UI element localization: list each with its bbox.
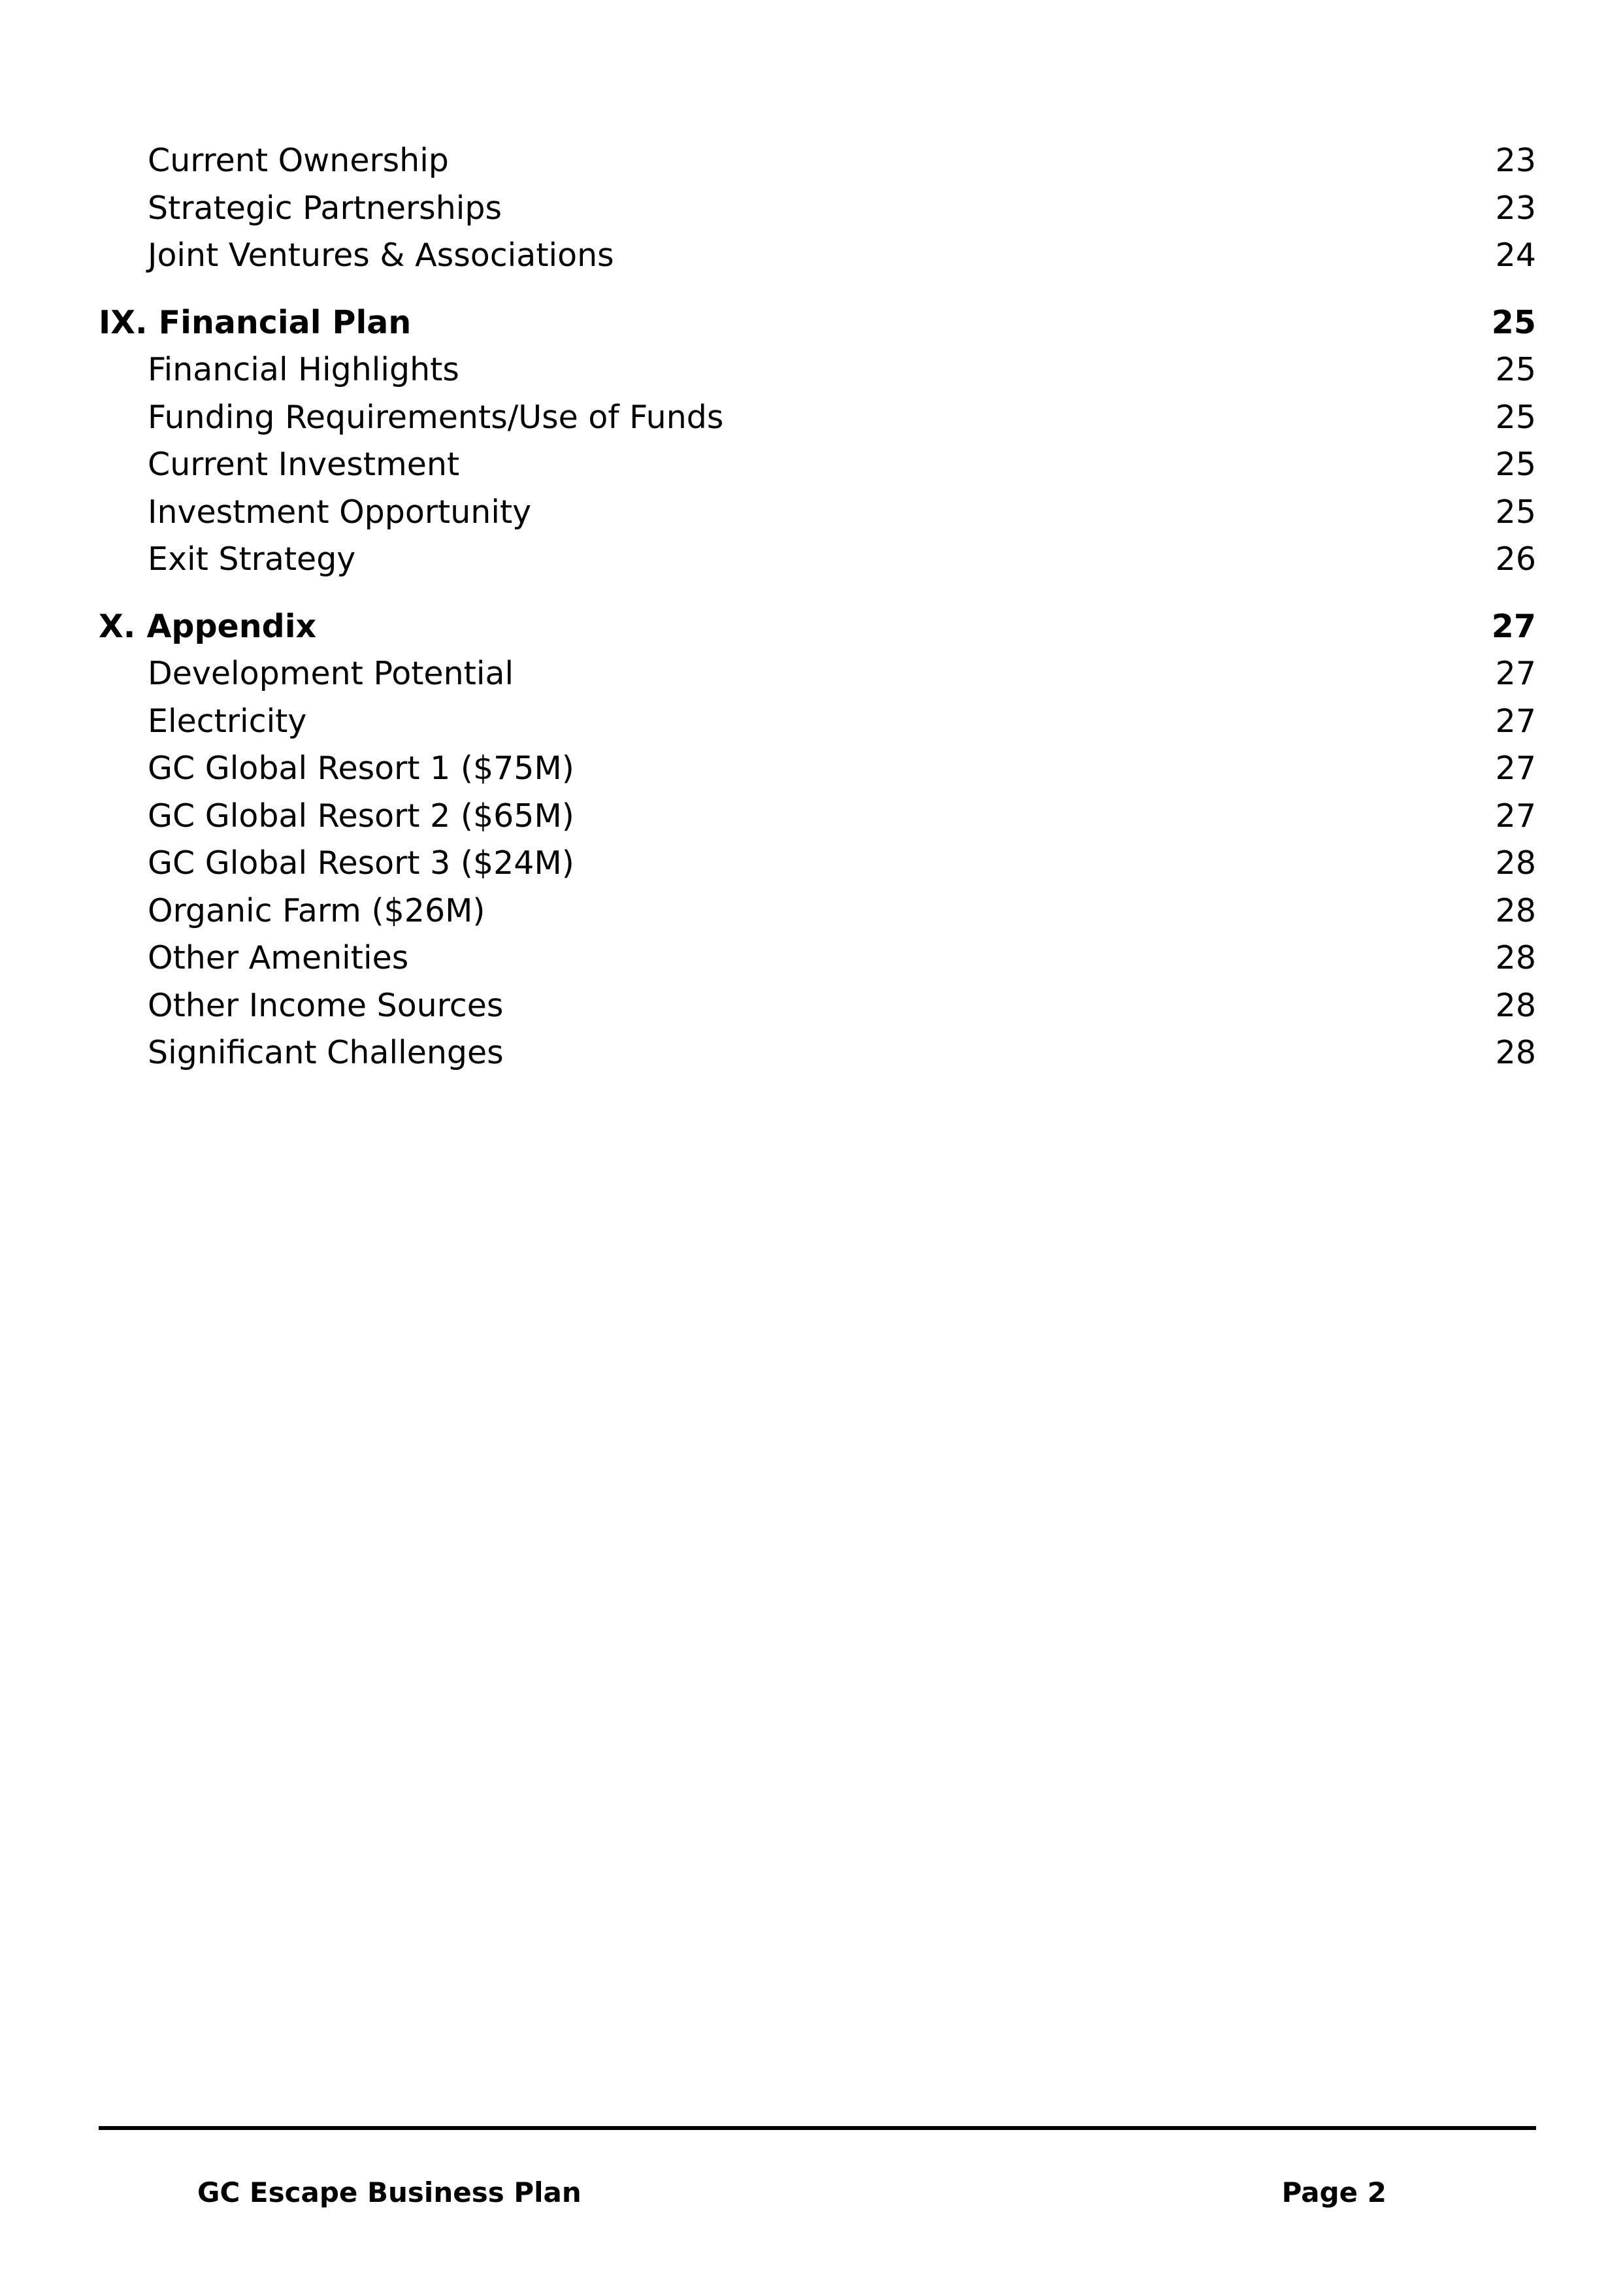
toc-entry-page: 27: [1495, 702, 1536, 740]
toc-entry-page: 28: [1495, 939, 1536, 976]
toc-entry-label: Significant Challenges: [148, 1034, 504, 1071]
toc-section-label: X. Appendix: [99, 607, 317, 645]
toc-entry-label: GC Global Resort 1 ($75M): [148, 750, 574, 787]
toc-entry[interactable]: [99, 650, 1536, 698]
toc-entry-label: Investment Opportunity: [148, 493, 532, 531]
toc-entry-label: Other Amenities: [148, 939, 409, 976]
toc-entry-label: Current Investment: [148, 446, 460, 483]
toc-entry-label: GC Global Resort 2 ($65M): [148, 797, 574, 835]
toc-entry[interactable]: [99, 888, 1536, 935]
toc-entry[interactable]: [99, 536, 1536, 584]
toc-entry-label: Joint Ventures & Associations: [148, 237, 614, 274]
toc-section-page: 27: [1491, 607, 1536, 645]
toc-entry-page: 28: [1495, 844, 1536, 882]
toc-entry-label: Financial Highlights: [148, 351, 459, 388]
toc-entry-label: Electricity: [148, 702, 307, 740]
toc-entry[interactable]: [99, 840, 1536, 888]
toc-entry-label: Organic Farm ($26M): [148, 891, 485, 929]
toc-entry-page: 28: [1495, 1034, 1536, 1071]
toc-entry[interactable]: [99, 137, 1536, 185]
toc-entry-page: 27: [1495, 750, 1536, 787]
toc-section-financial-plan[interactable]: [99, 299, 1536, 347]
toc-entry-page: 28: [1495, 986, 1536, 1024]
toc-entry-page: 25: [1495, 351, 1536, 388]
toc-entry-page: 23: [1495, 189, 1536, 227]
toc-entry[interactable]: [99, 698, 1536, 746]
toc-entry-page: 24: [1495, 237, 1536, 274]
toc-section-page: 25: [1491, 303, 1536, 341]
footer-divider: [99, 2126, 1536, 2130]
toc-entry-page: 23: [1495, 142, 1536, 179]
toc-entry-label: Current Ownership: [148, 142, 449, 179]
toc-section-appendix[interactable]: [99, 603, 1536, 651]
toc-entry-label: Funding Requirements/Use of Funds: [148, 398, 724, 436]
toc-entry[interactable]: [99, 441, 1536, 489]
toc-entry-page: 25: [1495, 493, 1536, 531]
toc-entry-label: Other Income Sources: [148, 986, 504, 1024]
toc-entry-page: 27: [1495, 655, 1536, 692]
toc-entry[interactable]: [99, 793, 1536, 840]
toc-entry[interactable]: [99, 394, 1536, 442]
toc-entry[interactable]: [99, 1029, 1536, 1077]
toc-entry[interactable]: [99, 185, 1536, 233]
page-footer: [197, 2176, 1386, 2208]
toc-entry[interactable]: [99, 346, 1536, 394]
toc-entry[interactable]: [99, 489, 1536, 537]
toc-entry-page: 26: [1495, 541, 1536, 578]
toc-entry[interactable]: [99, 982, 1536, 1030]
toc-entry[interactable]: [99, 232, 1536, 280]
toc-entry[interactable]: [99, 745, 1536, 793]
table-of-contents: [99, 137, 1536, 1077]
footer-document-title: GC Escape Business Plan: [197, 2176, 582, 2208]
toc-entry-page: 27: [1495, 797, 1536, 835]
toc-entry-label: GC Global Resort 3 ($24M): [148, 844, 574, 882]
toc-entry-label: Exit Strategy: [148, 541, 356, 578]
toc-entry[interactable]: [99, 935, 1536, 982]
toc-entry-label: Development Potential: [148, 655, 514, 692]
toc-entry-page: 25: [1495, 446, 1536, 483]
toc-entry-page: 28: [1495, 891, 1536, 929]
toc-entry-label: Strategic Partnerships: [148, 189, 502, 227]
toc-entry-page: 25: [1495, 398, 1536, 436]
toc-section-label: IX. Financial Plan: [99, 303, 412, 341]
footer-page-number: Page 2: [1281, 2176, 1386, 2208]
